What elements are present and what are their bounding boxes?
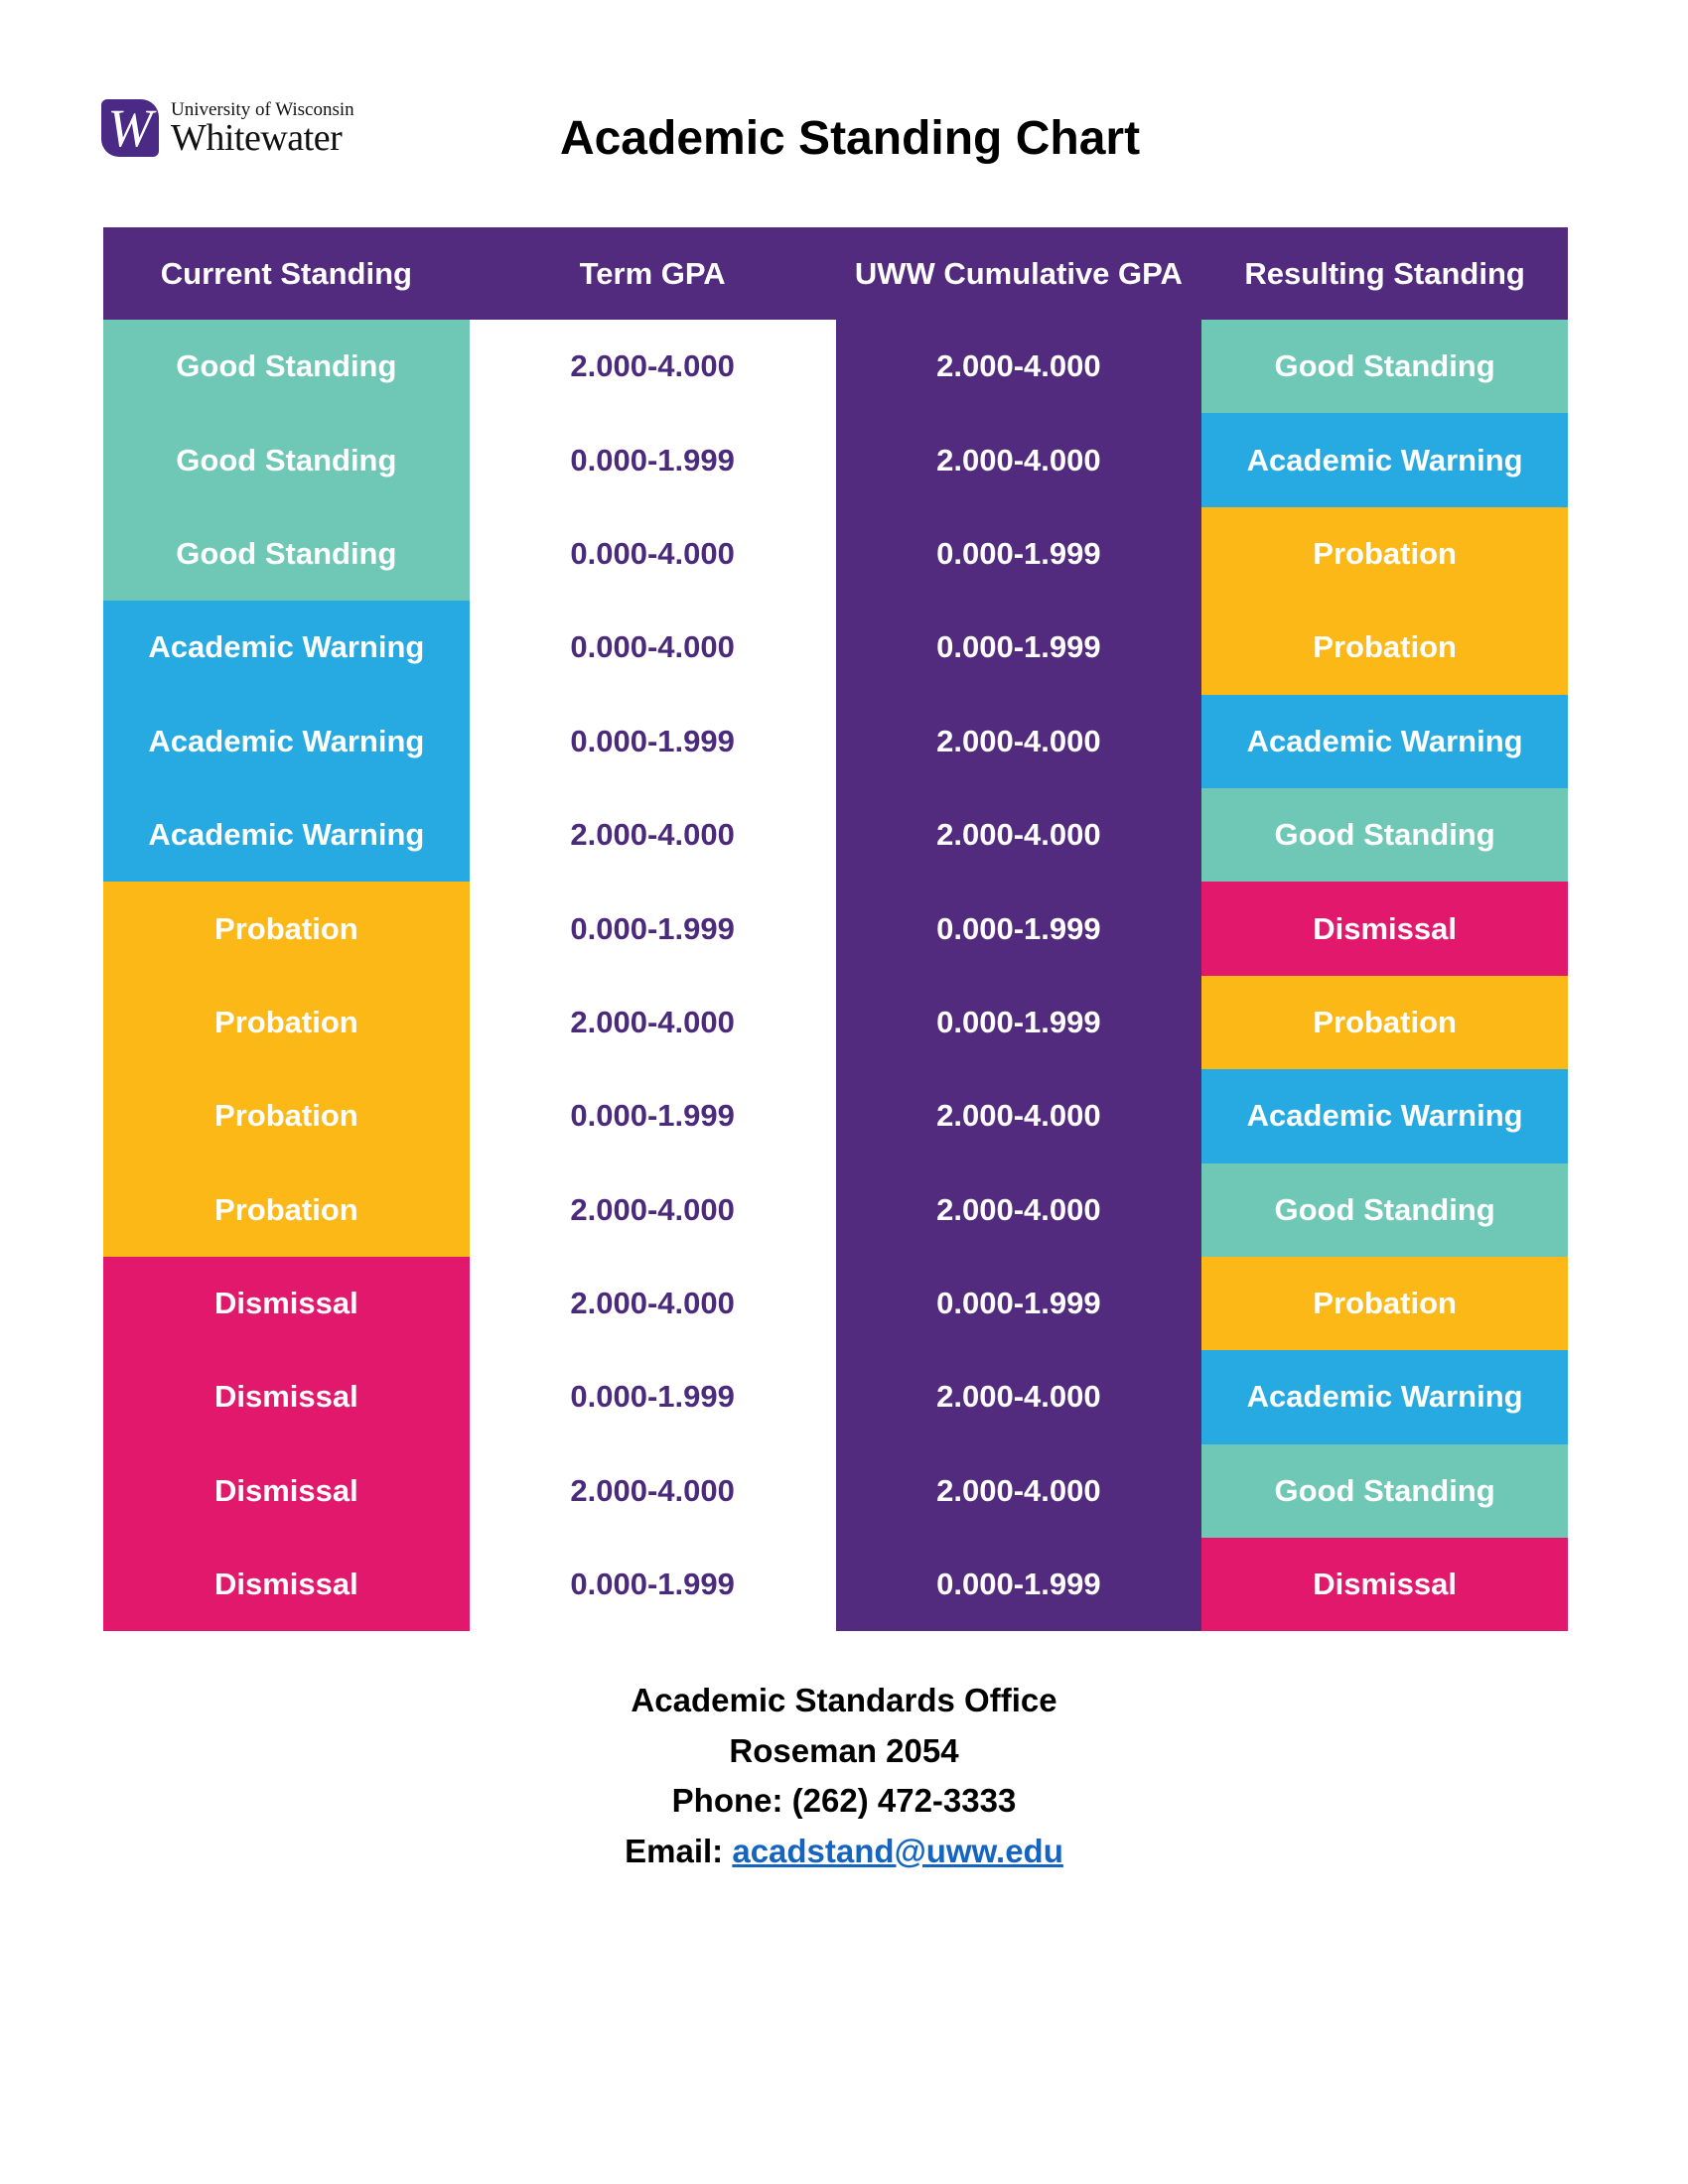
term-gpa-cell: 2.000-4.000 [470, 1444, 836, 1538]
cumulative-gpa-cell: 2.000-4.000 [836, 788, 1202, 882]
table-row [103, 1069, 1568, 1162]
current-standing-cell: Dismissal [103, 1538, 470, 1631]
email-label: Email: [625, 1832, 733, 1869]
current-standing-cell: Academic Warning [103, 601, 470, 694]
term-gpa-cell: 0.000-1.999 [470, 413, 836, 506]
cumulative-gpa-cell: 0.000-1.999 [836, 976, 1202, 1069]
term-gpa-cell: 0.000-1.999 [470, 1069, 836, 1162]
resulting-standing-cell: Academic Warning [1201, 695, 1568, 788]
office-name: Academic Standards Office [631, 1682, 1057, 1718]
current-standing-cell: Dismissal [103, 1444, 470, 1538]
resulting-standing-cell: Good Standing [1201, 320, 1568, 413]
term-gpa-cell: 2.000-4.000 [470, 788, 836, 882]
resulting-standing-cell: Probation [1201, 1257, 1568, 1350]
table-row [103, 1538, 1568, 1631]
office-email [0, 1827, 1688, 1877]
current-standing-cell: Academic Warning [103, 695, 470, 788]
cumulative-gpa-cell: 2.000-4.000 [836, 1350, 1202, 1443]
table-row [103, 882, 1568, 975]
resulting-standing-cell: Academic Warning [1201, 1350, 1568, 1443]
current-standing-cell: Probation [103, 1069, 470, 1162]
cumulative-gpa-cell: 0.000-1.999 [836, 1538, 1202, 1631]
cumulative-gpa-cell: 0.000-1.999 [836, 601, 1202, 694]
resulting-standing-cell: Academic Warning [1201, 413, 1568, 506]
table-row [103, 1163, 1568, 1257]
cumulative-gpa-cell: 2.000-4.000 [836, 1444, 1202, 1538]
table-row [103, 413, 1568, 506]
resulting-standing-cell: Good Standing [1201, 1444, 1568, 1538]
logo-line2: Whitewater [171, 116, 343, 159]
resulting-standing-cell: Good Standing [1201, 1163, 1568, 1257]
cumulative-gpa-cell: 0.000-1.999 [836, 507, 1202, 601]
table-row [103, 1444, 1568, 1538]
header-cumulative-gpa: UWW Cumulative GPA [854, 255, 1183, 291]
header-current-standing: Current Standing [160, 255, 412, 291]
table-row [103, 1257, 1568, 1350]
term-gpa-cell: 2.000-4.000 [470, 320, 836, 413]
term-gpa-cell: 0.000-1.999 [470, 695, 836, 788]
table-header [103, 227, 1568, 320]
current-standing-cell: Probation [103, 882, 470, 975]
current-standing-cell: Probation [103, 976, 470, 1069]
resulting-standing-cell: Probation [1201, 976, 1568, 1069]
term-gpa-cell: 0.000-1.999 [470, 882, 836, 975]
standing-table [103, 227, 1568, 1631]
cumulative-gpa-cell: 0.000-1.999 [836, 1257, 1202, 1350]
table-row [103, 1350, 1568, 1443]
current-standing-cell: Dismissal [103, 1257, 470, 1350]
header-term-gpa: Term GPA [579, 255, 726, 291]
uww-logo-icon: W [101, 99, 159, 157]
resulting-standing-cell: Academic Warning [1201, 1069, 1568, 1162]
resulting-standing-cell: Probation [1201, 507, 1568, 601]
cumulative-gpa-cell: 2.000-4.000 [836, 695, 1202, 788]
current-standing-cell: Good Standing [103, 507, 470, 601]
cumulative-gpa-cell: 2.000-4.000 [836, 320, 1202, 413]
table-row [103, 976, 1568, 1069]
current-standing-cell: Probation [103, 1163, 470, 1257]
term-gpa-cell: 0.000-1.999 [470, 1350, 836, 1443]
resulting-standing-cell: Good Standing [1201, 788, 1568, 882]
email-link[interactable]: acadstand@uww.edu [732, 1832, 1063, 1869]
current-standing-cell: Good Standing [103, 320, 470, 413]
table-row [103, 695, 1568, 788]
term-gpa-cell: 2.000-4.000 [470, 1257, 836, 1350]
term-gpa-cell: 2.000-4.000 [470, 976, 836, 1069]
table-row [103, 320, 1568, 413]
resulting-standing-cell: Dismissal [1201, 1538, 1568, 1631]
table-row [103, 507, 1568, 601]
cumulative-gpa-cell: 0.000-1.999 [836, 882, 1202, 975]
term-gpa-cell: 2.000-4.000 [470, 1163, 836, 1257]
current-standing-cell: Academic Warning [103, 788, 470, 882]
resulting-standing-cell: Dismissal [1201, 882, 1568, 975]
page-title: Academic Standing Chart [559, 112, 1141, 165]
cumulative-gpa-cell: 2.000-4.000 [836, 413, 1202, 506]
office-room: Roseman 2054 [729, 1731, 959, 1769]
table-row [103, 788, 1568, 882]
table-row [103, 601, 1568, 694]
term-gpa-cell: 0.000-1.999 [470, 1538, 836, 1631]
office-phone: Phone: (262) 472-3333 [671, 1782, 1017, 1819]
header-resulting-standing: Resulting Standing [1244, 255, 1525, 291]
contact-info [0, 1676, 1688, 1876]
logo-line1: University of Wisconsin [171, 98, 354, 120]
resulting-standing-cell: Probation [1201, 601, 1568, 694]
cumulative-gpa-cell: 2.000-4.000 [836, 1163, 1202, 1257]
term-gpa-cell: 0.000-4.000 [470, 507, 836, 601]
cumulative-gpa-cell: 2.000-4.000 [836, 1069, 1202, 1162]
current-standing-cell: Dismissal [103, 1350, 470, 1443]
current-standing-cell: Good Standing [103, 413, 470, 506]
term-gpa-cell: 0.000-4.000 [470, 601, 836, 694]
